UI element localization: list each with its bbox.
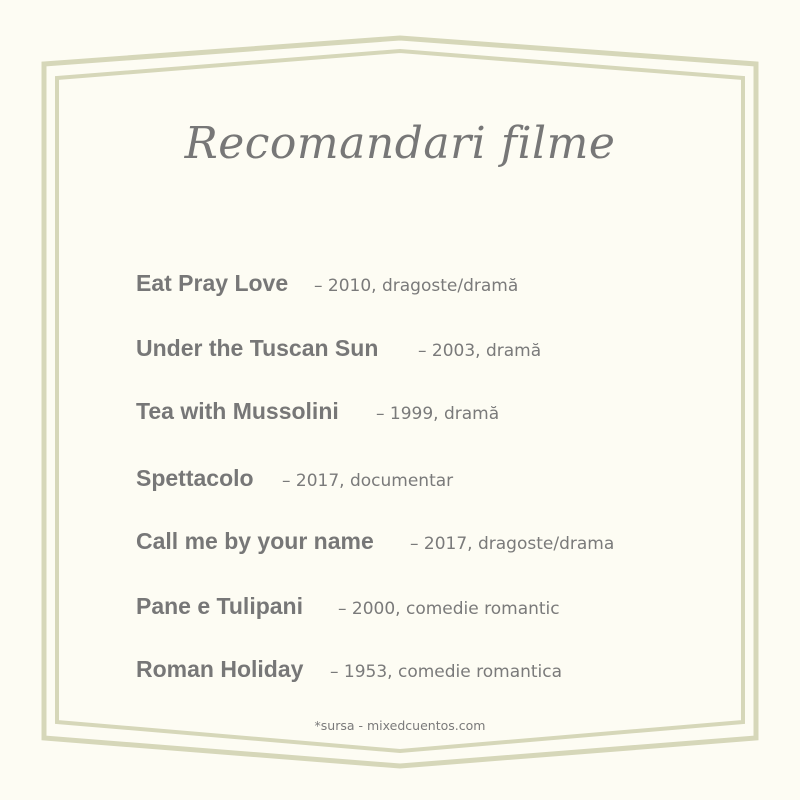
movie-detail: – 1953, comedie romantica — [330, 662, 563, 682]
page-title: Recomandari filme — [184, 118, 616, 169]
movie-detail: – 2003, dramă — [418, 341, 542, 361]
movie-detail: – 2017, dragoste/drama — [410, 534, 615, 554]
movie-title: Tea with Mussolini — [136, 398, 339, 424]
movie-detail: – 2010, dragoste/dramă — [314, 276, 519, 296]
movie-title: Eat Pray Love — [136, 270, 289, 296]
movie-detail: – 2017, documentar — [282, 471, 454, 491]
movie-title: Call me by your name — [136, 528, 374, 554]
movie-title: Under the Tuscan Sun — [136, 335, 379, 361]
source-credit: *sursa - mixedcuentos.com — [314, 718, 486, 733]
movie-detail: – 1999, dramă — [376, 404, 500, 424]
movie-title: Pane e Tulipani — [136, 593, 303, 619]
movie-detail: – 2000, comedie romantic — [338, 599, 560, 619]
movie-title: Spettacolo — [136, 465, 254, 491]
movie-title: Roman Holiday — [136, 656, 304, 682]
